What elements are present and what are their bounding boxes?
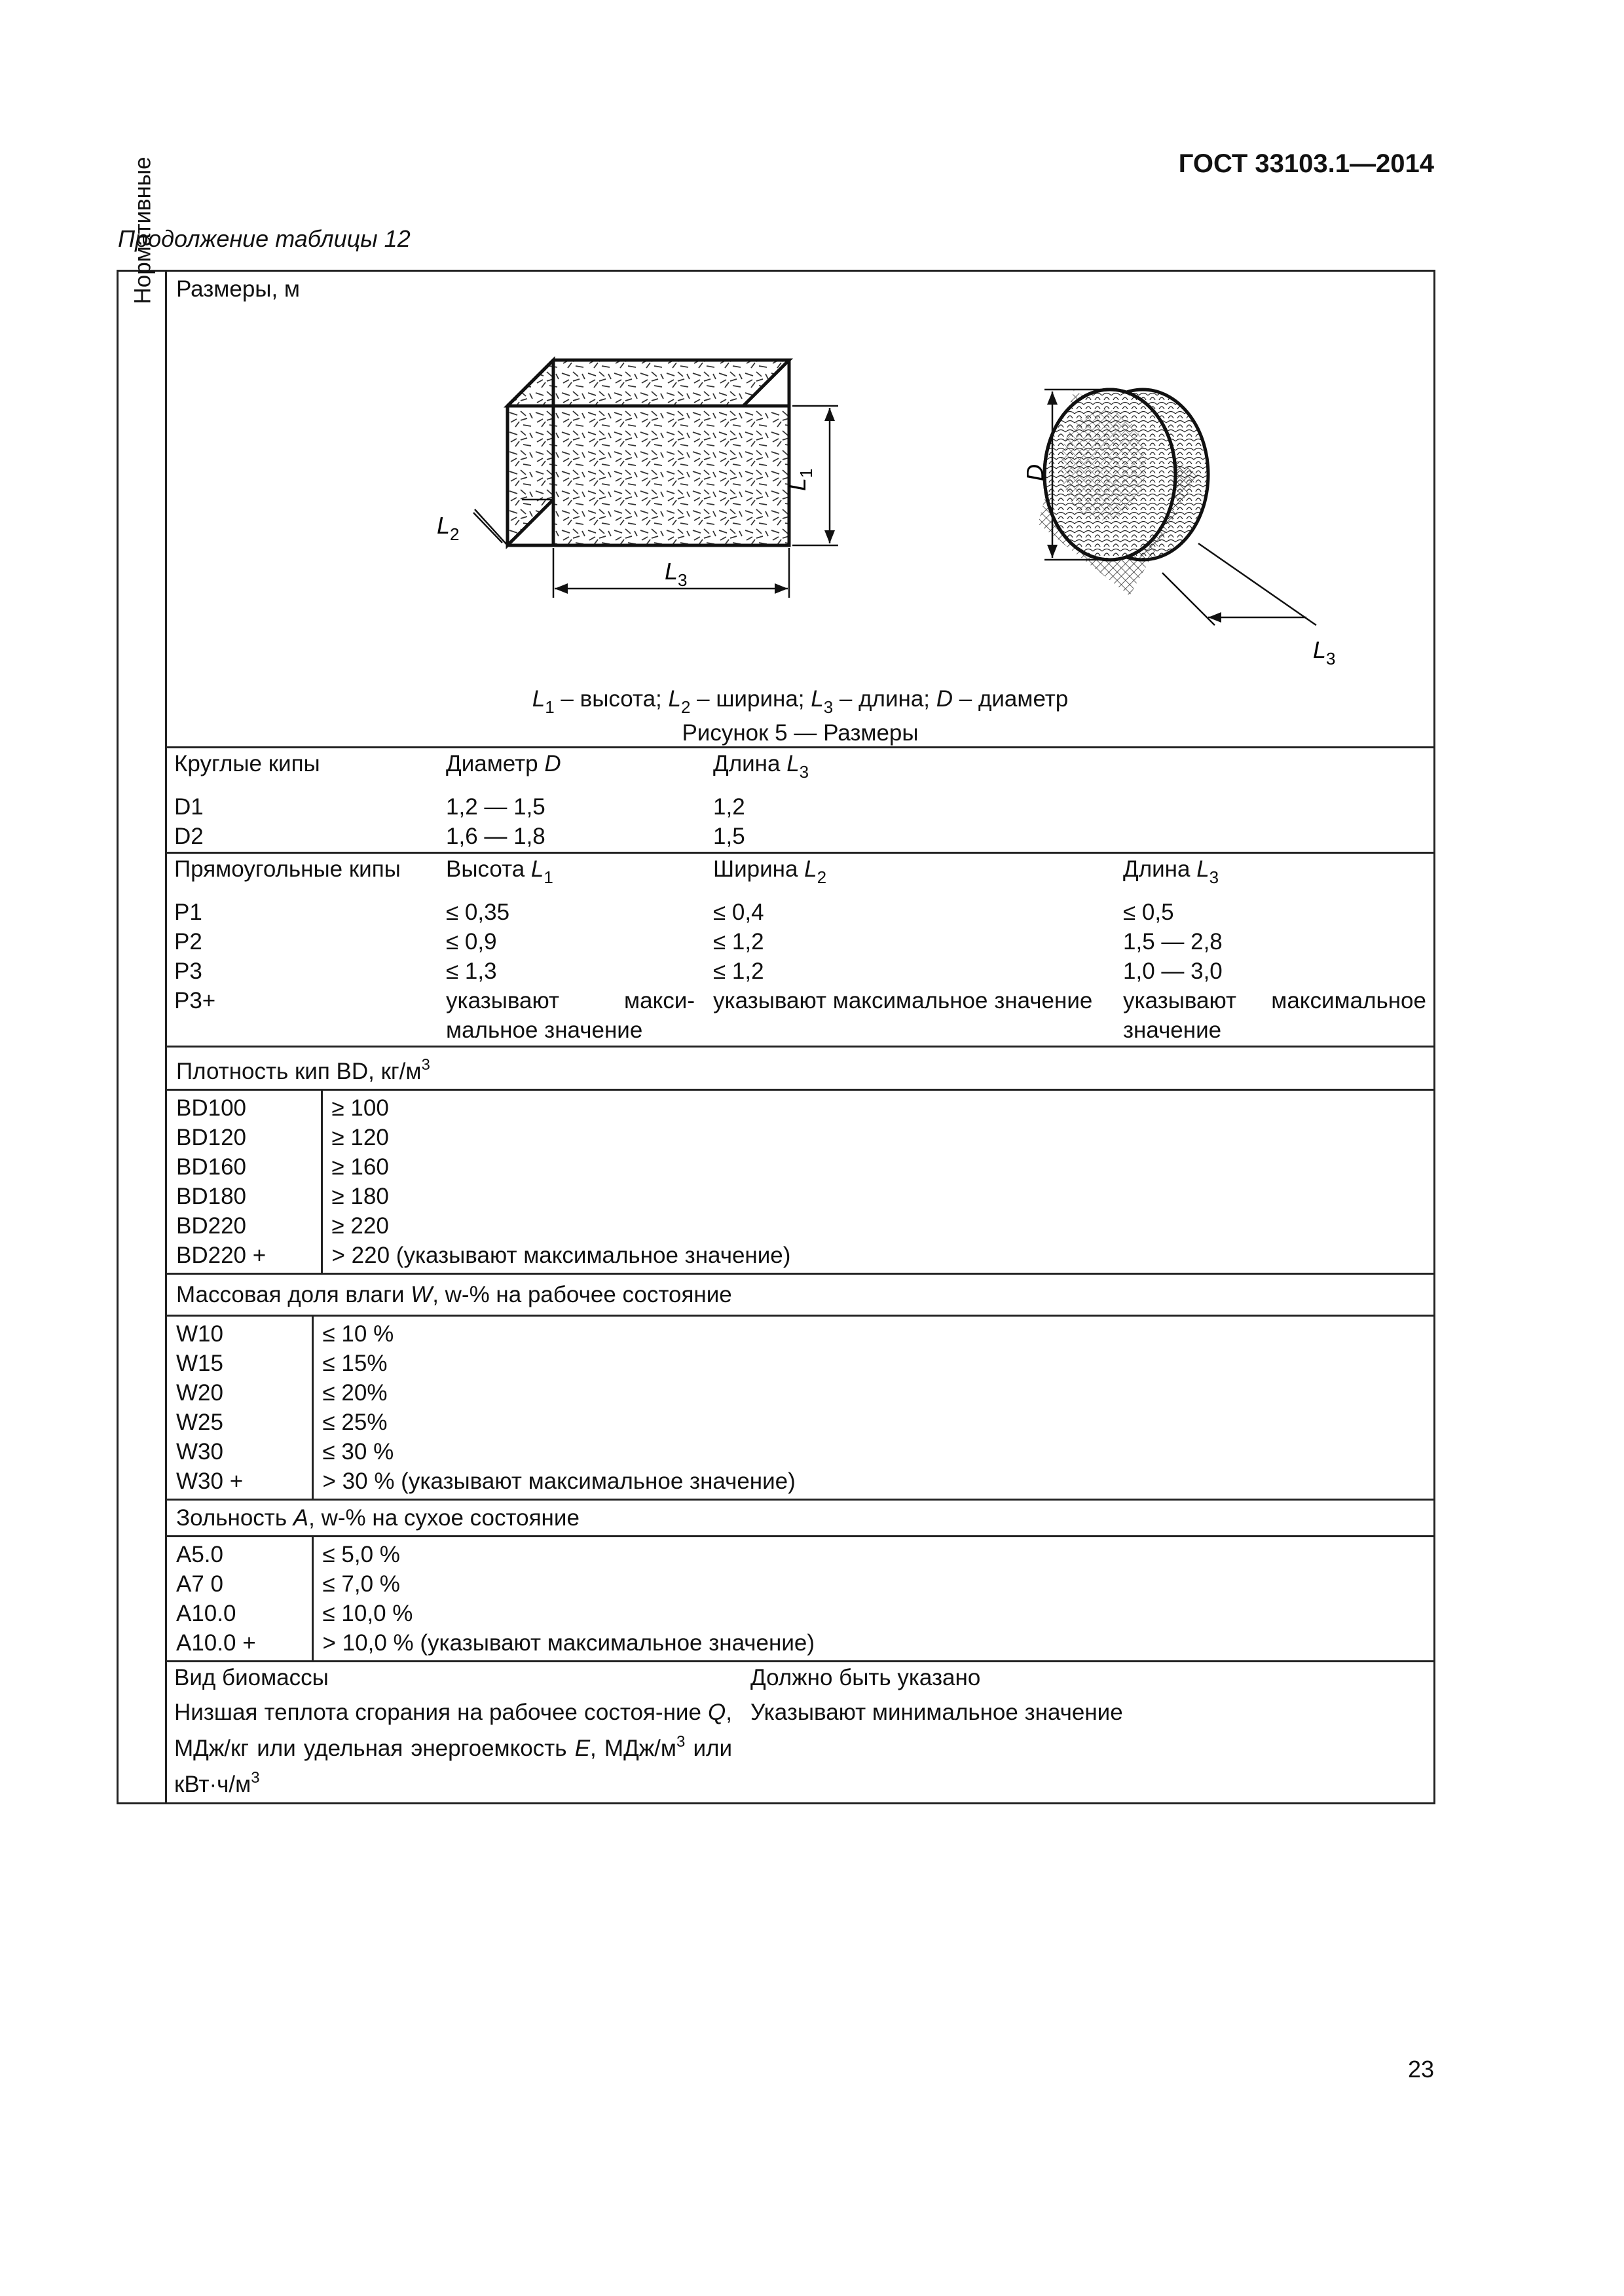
density-codes: BD100 BD120 BD160 BD180 BD220 BD220 + [167, 1091, 322, 1273]
ash-title: Зольность A, w-% на сухое состояние [166, 1500, 1435, 1537]
ash-values: ≤ 5,0 % ≤ 7,0 % ≤ 10,0 % > 10,0 % (указывают максимальное значение) [322, 1542, 815, 1656]
rect-widths: ≤ 0,4 ≤ 1,2 ≤ 1,2 указывают максимальное значение [713, 900, 1093, 1013]
side-label-cell [118, 156, 166, 1804]
round-header-length: Длина $L_3$ [713, 751, 809, 782]
info-section [166, 1662, 1435, 1804]
biomass-type-label: Вид биомассы [174, 1665, 329, 1690]
l3-round-label: $L_3$ [1313, 636, 1336, 668]
rect-heights: ≤ 0,35 ≤ 0,9 ≤ 1,3 указывают макси-мальное значение [446, 900, 695, 1043]
rect-header-length: Длина $L_3$ [1123, 856, 1219, 887]
dimensions-title: Размеры, м [176, 276, 300, 302]
heating-value-label: Низшая теплота сгорания на рабочее состоя-ние Q, МДж/кг или удельная энергоемкость E, МДж/$м^3$ или $кВт\cdot ч/м^3$ [174, 1700, 733, 1797]
rectangular-bale [507, 360, 789, 545]
rect-lengths: ≤ 0,5 1,5 — 2,8 1,0 — 3,0 указывают максимальное значение [1123, 900, 1426, 1043]
density-values: ≥ 100 ≥ 120 ≥ 160 ≥ 180 ≥ 220 > 220 (указывают максимальное значение) [331, 1095, 791, 1268]
density-title: Плотность кип BD, $кг/м^3$ [166, 1047, 1435, 1090]
figure-legend: $L_1$ – высота; $L_2$ – ширина; $L_3$ – длина; D – диаметр [532, 686, 1069, 717]
density-section [166, 1090, 1435, 1274]
moisture-title: Массовая доля влаги W, w-% на рабочее состояние [166, 1274, 1435, 1316]
figure-caption: Рисунок 5 — Размеры [682, 720, 919, 746]
rect-header-width: Ширина $L_2$ [713, 856, 827, 887]
figure-cell [166, 271, 1435, 748]
document-id: ГОСТ 33103.1—2014 [1178, 149, 1434, 178]
round-bales-section [166, 748, 1435, 853]
moisture-values: ≤ 10 % ≤ 15% ≤ 20% ≤ 25% ≤ 30 % > 30 % (указывают максимальное значение) [322, 1321, 796, 1494]
side-label: Нормативные [130, 156, 156, 304]
round-bale [1038, 390, 1208, 596]
page-number: 23 [1407, 2056, 1434, 2083]
round-header-diameter: Диаметр D [446, 751, 561, 776]
ash-codes: A5.0 A7 0 A10.0 A10.0 + [167, 1537, 312, 1660]
heating-value-value: Указывают минимальное значение [750, 1700, 1123, 1725]
moisture-codes: W10 W15 W20 W25 W30 W30 + [167, 1317, 312, 1499]
round-diameters: 1,2 — 1,5 1,6 — 1,8 [446, 794, 545, 849]
round-lengths: 1,2 1,5 [713, 794, 745, 849]
round-header-type: Круглые кипы [174, 751, 320, 776]
rect-codes: P1 P2 P3 P3+ [174, 900, 216, 1013]
rect-header-height: Высота $L_1$ [446, 856, 553, 887]
ash-section [166, 1537, 1435, 1662]
l3-label: $L_3$ [665, 558, 688, 590]
round-codes: D1 D2 [174, 794, 204, 849]
d-label: D [1022, 464, 1048, 481]
biomass-type-value: Должно быть указано [750, 1665, 981, 1690]
rect-header-type: Прямоугольные кипы [174, 856, 401, 882]
moisture-section [166, 1316, 1435, 1500]
table-caption: Продолжение таблицы 12 [118, 225, 411, 252]
rect-bales-section [166, 853, 1435, 1047]
figure-5 [167, 272, 1433, 746]
l1-label: $L_1$ [784, 468, 816, 491]
l2-label: $L_2$ [437, 512, 460, 544]
bale-dimensions-drawing [167, 272, 1437, 678]
